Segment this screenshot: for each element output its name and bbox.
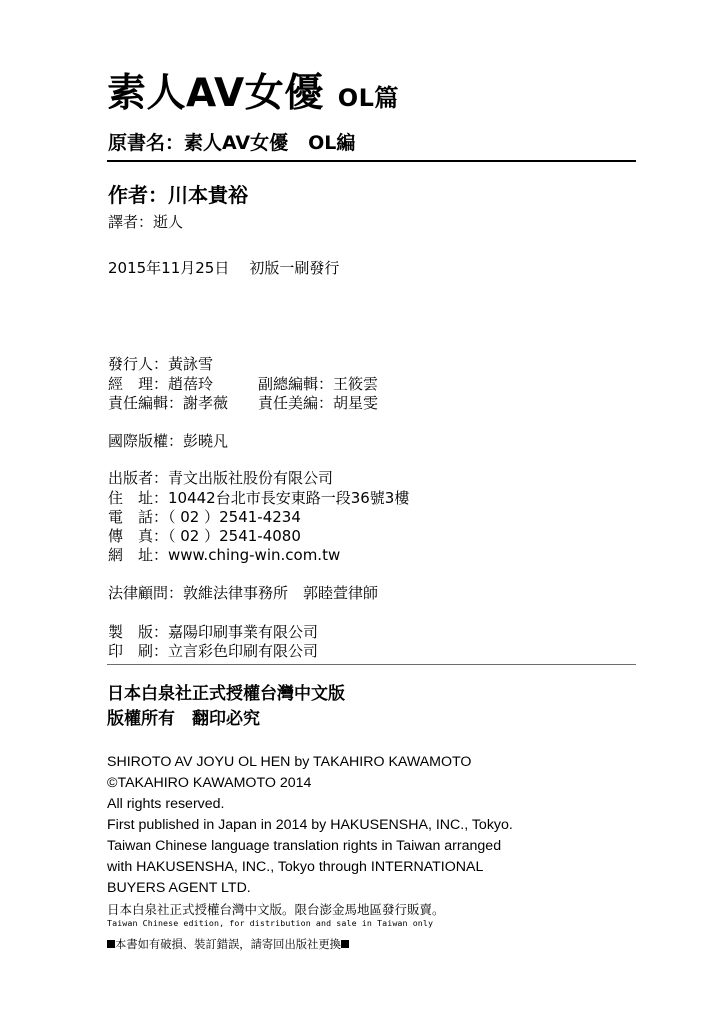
publisher-person: 發行人：黃詠雪 [108, 355, 214, 373]
manager-name: 趙蓓玲 [168, 375, 214, 393]
original-title-label: 原書名：素人AV女優 [108, 132, 289, 154]
author: 作者：川本貴裕 [108, 183, 248, 207]
translator: 譯者：逝人 [108, 213, 184, 231]
english-line-2: ©TAKAHIRO KAWAMOTO 2014 [107, 775, 312, 791]
notice-text: 本書如有破損、裝訂錯誤，請寄回出版社更換 [115, 938, 341, 951]
publisher-address: 住 址：10442台北市長安東路一段36號3樓 [108, 489, 410, 507]
deputy-editor: 副總編輯：王筱雲 [258, 375, 379, 393]
original-title-suffix: OL編 [308, 132, 356, 154]
title-divider [107, 160, 636, 162]
english-line-3: All rights reserved. [107, 796, 225, 812]
replacement-notice [107, 937, 349, 953]
publisher-website: 網 址：www.ching-win.com.tw [108, 546, 341, 564]
distribution-en: Taiwan Chinese edition, for distribution and sale in Taiwan only [107, 918, 434, 928]
english-line-5: Taiwan Chinese language translation rights in Taiwan arranged [107, 838, 502, 854]
english-line-1: SHIROTO AV JOYU OL HEN by TAKAHIRO KAWAMOTO [107, 754, 472, 770]
publisher-phone: 電 話：（ 02 ）2541-4234 [108, 508, 301, 526]
plate-maker: 製 版：嘉陽印刷事業有限公司 [108, 623, 319, 641]
section-divider [107, 664, 636, 665]
original-title [108, 130, 355, 156]
manager-label: 經 理： [108, 375, 169, 393]
square-bullet-icon [341, 940, 349, 948]
english-line-4: First published in Japan in 2014 by HAKUSENSHA, INC., Tokyo. [107, 817, 513, 833]
english-line-7: BUYERS AGENT LTD. [107, 880, 251, 896]
manager-line [108, 374, 213, 394]
authorization-line2: 版權所有 翻印必究 [107, 709, 260, 729]
publisher-fax: 傳 真：（ 02 ）2541-4080 [108, 527, 301, 545]
book-title-main: 素人AV女優 [107, 71, 324, 116]
authorization-line1: 日本白泉社正式授權台灣中文版 [107, 684, 345, 704]
english-line-6: with HAKUSENSHA, INC., Tokyo through INTERNATIONAL [107, 859, 484, 875]
edition-line [108, 258, 339, 278]
legal-counsel: 法律顧問：敦維法律事務所 郭睦萱律師 [108, 584, 379, 602]
editor: 責任編輯：謝孝薇 [108, 394, 229, 412]
distribution-cn: 日本白泉社正式授權台灣中文版。限台澎金馬地區發行販賣。 [107, 902, 445, 917]
publisher-name: 出版者：青文出版社股份有限公司 [108, 469, 334, 487]
square-bullet-icon [107, 940, 115, 948]
edition-date: 2015年11月25日 [108, 259, 230, 277]
edition-note: 初版一刷發行 [249, 259, 340, 277]
printer: 印 刷：立言彩色印刷有限公司 [108, 642, 319, 660]
book-title-suffix: OL篇 [337, 84, 399, 112]
book-title [107, 70, 399, 122]
art-editor: 責任美編：胡星雯 [258, 394, 379, 412]
rights-manager: 國際版權：彭曉凡 [108, 432, 229, 450]
